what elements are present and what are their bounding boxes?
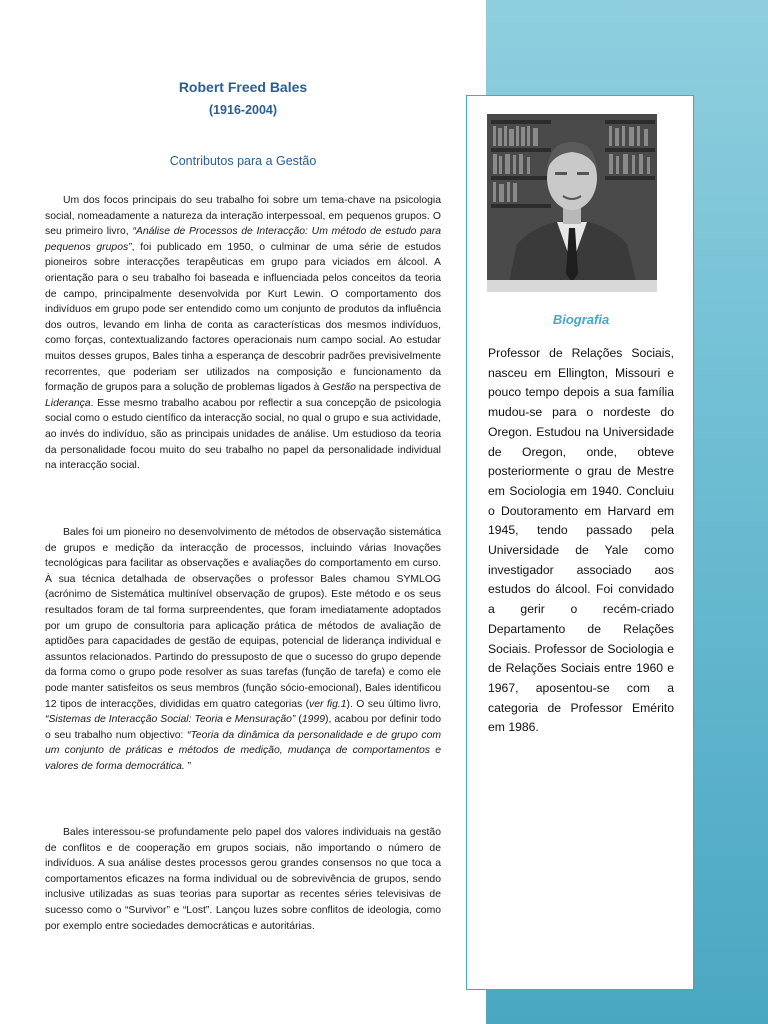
page-title: Robert Freed Bales xyxy=(178,79,308,95)
portrait-photo xyxy=(487,114,657,292)
text-run: Bales interessou-se profundamente pelo papel dos valores individuais na gestão de conflitos e de cooperação em grupos sociais, não importando o número de indivíduos. A sua análise destes processos gerou grandes consensos no que toca a comportamentos eficazes na forma individual ou de sobrevivência de grupos, sendo inclusive utilizadas as suas teorias para suportar as recentes séries televisivas de sucesso como o “Survivor” e “Lost”. Lançou luzes sobre conflitos de ideologia, como por exemplo entre sociedades democráticas e autoritárias. xyxy=(45,827,441,932)
book-title: “Sistemas de Interacção Social: Teoria e Mensuração” xyxy=(45,714,296,726)
text-run: , foi publicado em 1950, o culminar de uma série de estudos pioneiros sobre interacções terapêuticas em grupo para viciados em álcool. A orientação para o seu trabalho foi baseada e influenciada pelos conceitos da teoria de campo, principalmente desenvolvida por Kurt Lewin. O comportamento dos indivíduos em grupo pode ser entendido como um conjunto de produtos da influência dos outros, levando em linha de conta as características dos mesmos indivíduos, como forças, contextualizando factores operacionais num campo social. Ao estudar muitos desses grupos, Bales tinha a esperança de descobrir padrões previsivelmente recorrentes, que poderiam ser utilizados na composição e funcionamento da formação de grupos para a solução de problemas ligados à xyxy=(45,241,442,394)
text-run: na perspectiva de xyxy=(355,382,441,394)
quote: “Teoria da dinâmica da personalidade e de grupo com um conjunto de práticas e métodos de medição, mudança de comportamentos e valores de forma democrática. xyxy=(45,729,442,772)
book-title: “Análise de Processos de Interacção: Um método de estudo para pequenos grupos” xyxy=(45,226,441,253)
publication-year: 1999 xyxy=(301,714,325,726)
section-heading: Contributos para a Gestão xyxy=(169,154,317,168)
body-paragraph-2 xyxy=(45,525,441,775)
figure-reference: ver fig.1 xyxy=(309,698,347,710)
emphasis: Liderança xyxy=(45,397,91,409)
body-paragraph-3 xyxy=(45,825,441,934)
text-run: ( xyxy=(295,714,302,726)
biography-heading: Biografia xyxy=(552,312,610,327)
life-years: (1916-2004) xyxy=(208,103,278,117)
biography-text: Professor de Relações Sociais, nasceu em Ellington, Missouri e pouco tempo depois a sua família mudou-se para o nordeste do Oregon. Estudou na Universidade de Oregon, onde, obteve posteriormente o grau de Mestre em Sociologia em 1940. Concluiu o Doutoramento em Harvard em 1945, tendo passado pela Universidade de Yale como investigador associado aos estudos do álcool. Foi convidado a gerir o recém-criado Departamento de Relações Sociais. Professor de Sociologia e de Relações Sociais entre 1960 e 1967, aposentou-se com a categoria de Professor Emérito em 1986. xyxy=(488,346,674,735)
text-run: Bales foi um pioneiro no desenvolvimento de métodos de observação sistemática de grupos e medição da interacção de processos, incluindo várias Inovações tecnológicas para facilitar as observações e avaliações do comportamento em curso. À sua técnica detalhada de observações o professor Bales chamou SYMLOG (acrónimo de Sistemática multinível observação de grupos). Este método e os seus resultados foram de tal forma surpreendentes, que foram imediatamente adoptados por um grupo de consultoria para aplicação prática de métodos de avaliação de aptidões para capacidades de gestão de equipas, potencial de liderança individual e assuntos relacionados. Partindo do pressuposto de que o sucesso do grupo depende da forma como o grupo pode resolver as suas tarefas (função de tarefa) e como ele pode manter satisfeitos os seus membros (função sócio-emocional), Bales identificou 12 tipos de interacções, divididas em quatro categorias ( xyxy=(45,527,441,710)
text-run: . Esse mesmo trabalho acabou por reflectir a sua concepção de psicologia social como o estudo científico da interacção social, no qual o grupo e sua actividade, ao invés do indivíduo, são as principais unidades de análise. Um estudioso da teoria da personalidade focou muito do seu trabalho no papel da personalidade individual na interacção social. xyxy=(45,397,441,472)
portrait-illustration xyxy=(487,114,657,292)
text-run: ). O seu último livro, xyxy=(346,698,441,710)
text-run: Um dos focos principais do seu trabalho foi sobre um tema-chave na psicologia social, nomeadamente a natureza da interação interpessoal, em pequenos grupos. O seu primeiro livro, xyxy=(45,195,441,238)
text-run: ” xyxy=(184,760,192,772)
emphasis: Gestão xyxy=(322,382,356,394)
body-paragraph-1 xyxy=(45,193,441,474)
biography-sidebar xyxy=(466,95,694,990)
text-run: ), acabou por definir todo o seu trabalho num objectivo: xyxy=(45,714,441,741)
